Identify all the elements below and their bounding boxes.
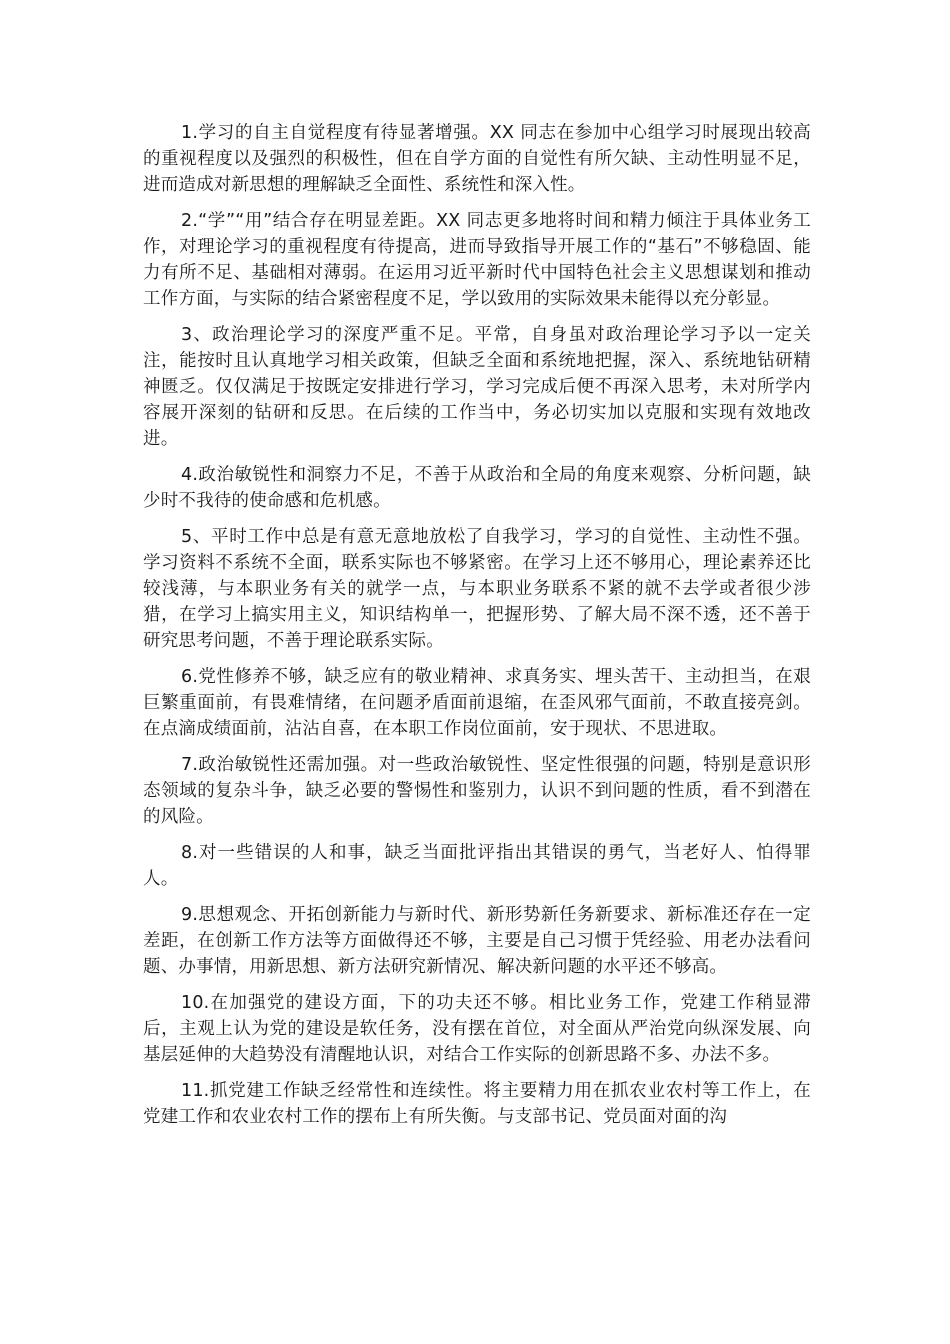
paragraph-4: 4.政治敏锐性和洞察力不足，不善于从政治和全局的角度来观察、分析问题，缺少时不我待的使命感和危机感。	[143, 465, 811, 511]
paragraph-1: 1.学习的自主自觉程度有待显著增强。XX 同志在参加中心组学习时展现出较高的重视程度以及强烈的积极性，但在自学方面的自觉性有所欠缺、主动性明显不足，进而造成对新思想的理解缺乏全面性、系统性和深入性。	[143, 123, 811, 195]
paragraph-3: 3、政治理论学习的深度严重不足。平常，自身虽对政治理论学习予以一定关注，能按时且认真地学习相关政策，但缺乏全面和系统地把握，深入、系统地钻研精神匮乏。仅仅满足于按既定安排进行学习，学习完成后便不再深入思考，未对所学内容展开深刻的钻研和反思。在后续的工作当中，务必切实加以克服和实现有效地改进。	[143, 325, 811, 449]
paragraph-10: 10.在加强党的建设方面，下的功夫还不够。相比业务工作，党建工作稍显滞后，主观上认为党的建设是软任务，没有摆在首位，对全面从严治党向纵深发展、向基层延伸的大趋势没有清醒地认识，对结合工作实际的创新思路不多、办法不多。	[143, 993, 811, 1065]
paragraph-5: 5、平时工作中总是有意无意地放松了自我学习，学习的自觉性、主动性不强。学习资料不系统不全面，联系实际也不够紧密。在学习上还不够用心，理论素养还比较浅薄，与本职业务有关的就学一点，与本职业务联系不紧的就不去学或者很少涉猎，在学习上搞实用主义，知识结构单一，把握形势、了解大局不深不透，还不善于研究思考问题，不善于理论联系实际。	[143, 527, 811, 651]
paragraph-7: 7.政治敏锐性还需加强。对一些政治敏锐性、坚定性很强的问题，特别是意识形态领域的复杂斗争，缺乏必要的警惕性和鉴别力，认识不到问题的性质，看不到潜在的风险。	[143, 755, 811, 827]
paragraph-8: 8.对一些错误的人和事，缺乏当面批评指出其错误的勇气，当老好人、怕得罪人。	[143, 843, 811, 889]
paragraph-11: 11.抓党建工作缺乏经常性和连续性。将主要精力用在抓农业农村等工作上，在党建工作和农业农村工作的摆布上有所失衡。与支部书记、党员面对面的沟	[143, 1081, 811, 1127]
document-body	[143, 120, 811, 1140]
paragraph-9: 9.思想观念、开拓创新能力与新时代、新形势新任务新要求、新标准还存在一定差距，在创新工作方法等方面做得还不够，主要是自己习惯于凭经验、用老办法看问题、办事情，用新思想、新方法研究新情况、解决新问题的水平还不够高。	[143, 905, 811, 977]
paragraph-2: 2.“学”“用”结合存在明显差距。XX 同志更多地将时间和精力倾注于具体业务工作，对理论学习的重视程度有待提高，进而导致指导开展工作的“基石”不够稳固、能力有所不足、基础相对薄弱。在运用习近平新时代中国特色社会主义思想谋划和推动工作方面，与实际的结合紧密程度不足，学以致用的实际效果未能得以充分彰显。	[143, 211, 811, 309]
paragraph-6: 6.党性修养不够，缺乏应有的敬业精神、求真务实、埋头苦干、主动担当，在艰巨繁重面前，有畏难情绪，在问题矛盾面前退缩，在歪风邪气面前，不敢直接亮剑。在点滴成绩面前，沾沾自喜，在本职工作岗位面前，安于现状、不思进取。	[143, 667, 811, 739]
